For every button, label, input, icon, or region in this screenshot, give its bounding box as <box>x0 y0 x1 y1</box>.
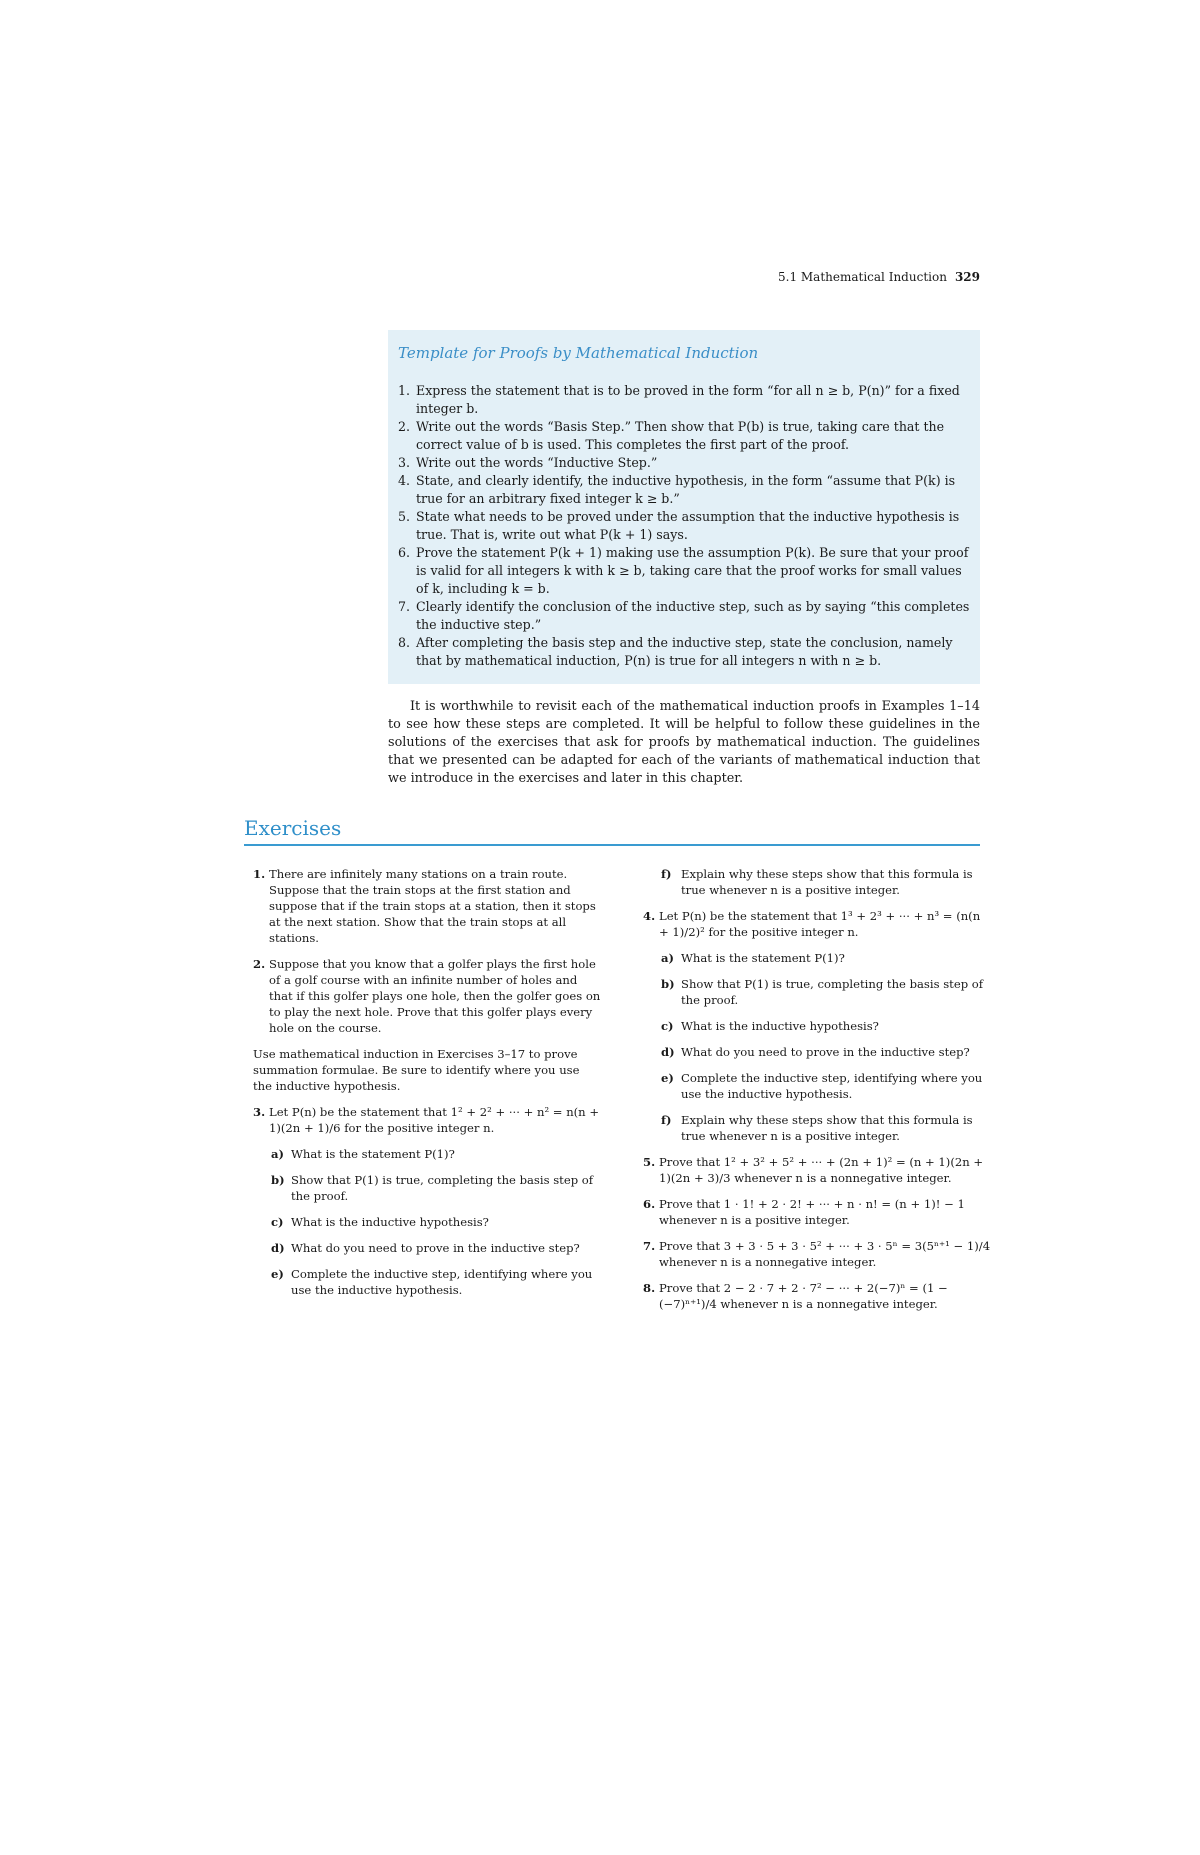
step-text: Express the statement that is to be proved in the form “for all n ≥ b, P(n)” for a fixed integer b. <box>416 383 960 416</box>
exercise-4 <box>643 908 991 940</box>
section-title: 5.1 Mathematical Induction <box>778 270 947 284</box>
part-label: f) <box>661 1113 672 1127</box>
template-title: Template for Proofs by Mathematical Induction <box>398 344 759 362</box>
exercise-number: 1. <box>253 867 266 881</box>
part-label: f) <box>661 867 672 881</box>
part-label: e) <box>271 1267 284 1281</box>
step-number: 7. <box>398 599 411 614</box>
exercises-note: Use mathematical induction in Exercises 3–17 to prove summation formulae. Be sure to identify where you use the inductive hypothesis. <box>253 1047 580 1093</box>
part-text: Show that P(1) is true, completing the basis step of the proof. <box>681 977 984 1007</box>
exercises-right-column <box>643 866 991 1322</box>
template-step <box>398 544 970 598</box>
part-text: What is the inductive hypothesis? <box>291 1215 489 1229</box>
part-text: Explain why these steps show that this formula is true whenever n is a positive integer. <box>681 867 973 897</box>
exercise-4-part-c <box>661 1018 991 1034</box>
exercise-number: 3. <box>253 1105 266 1119</box>
exercise-3-part-d <box>271 1240 601 1256</box>
exercise-3-part-e <box>271 1266 601 1298</box>
template-step <box>398 634 970 670</box>
part-text: Complete the inductive step, identifying where you use the inductive hypothesis. <box>681 1071 983 1101</box>
exercise-text: Prove that 1² + 3² + 5² + ··· + (2n + 1)² = (n + 1)(2n + 1)(2n + 3)/3 whenever n is a nonnegative integer. <box>659 1155 984 1185</box>
exercise-text: Prove that 3 + 3 · 5 + 3 · 5² + ··· + 3 · 5ⁿ = 3(5ⁿ⁺¹ − 1)/4 whenever n is a nonnegative integer. <box>659 1239 991 1269</box>
exercise-number: 6. <box>643 1197 656 1211</box>
part-text: What is the statement P(1)? <box>681 951 845 965</box>
part-label: a) <box>271 1147 284 1161</box>
exercise-text: There are infinitely many stations on a train route. Suppose that the train stops at the first station and suppose that if the train stops at a station, then it stops at the next station. Show that the train stops at all stations. <box>269 867 596 945</box>
step-text: Clearly identify the conclusion of the inductive step, such as by saying “this completes the inductive step.” <box>416 599 970 632</box>
step-number: 6. <box>398 545 411 560</box>
step-number: 1. <box>398 383 411 398</box>
exercise-number: 4. <box>643 909 656 923</box>
part-label: c) <box>271 1215 284 1229</box>
exercise-text: Prove that 2 − 2 · 7 + 2 · 7² − ··· + 2(−7)ⁿ = (1 − (−7)ⁿ⁺¹)/4 whenever n is a nonnegative integer. <box>659 1281 948 1311</box>
template-step <box>398 418 970 454</box>
step-number: 4. <box>398 473 411 488</box>
part-text: Explain why these steps show that this formula is true whenever n is a positive integer. <box>681 1113 973 1143</box>
exercise-4-part-e <box>661 1070 991 1102</box>
part-label: b) <box>271 1173 285 1187</box>
exercise-4-part-d <box>661 1044 991 1060</box>
step-text: Write out the words “Inductive Step.” <box>416 455 658 470</box>
exercise-8 <box>643 1280 991 1312</box>
step-text: State, and clearly identify, the inductive hypothesis, in the form “assume that P(k) is true for an arbitrary fixed integer k ≥ b.” <box>416 473 956 506</box>
exercise-7 <box>643 1238 991 1270</box>
intro-paragraph: It is worthwhile to revisit each of the mathematical induction proofs in Examples 1–14 to see how these steps are completed. It will be helpful to follow these guidelines in the solutions of the exercises that ask for proofs by mathematical induction. The guidelines that we presented can be adapted for each of the variants of mathematical induction that we introduce in the exercises and later in this chapter. <box>388 699 980 786</box>
part-text: What do you need to prove in the inductive step? <box>681 1045 970 1059</box>
part-label: b) <box>661 977 675 991</box>
part-label: d) <box>661 1045 675 1059</box>
exercise-3 <box>253 1104 601 1136</box>
step-number: 8. <box>398 635 411 650</box>
part-text: What do you need to prove in the inductive step? <box>291 1241 580 1255</box>
exercises-left-column <box>253 866 601 1308</box>
exercise-4-part-f <box>661 1112 991 1144</box>
step-text: Prove the statement P(k + 1) making use the assumption P(k). Be sure that your proof is valid for all integers k with k ≥ b, taking care that the proof works for small values of k, including k = b. <box>416 545 969 596</box>
exercise-number: 5. <box>643 1155 656 1169</box>
exercise-3-part-a <box>271 1146 601 1162</box>
exercises-heading <box>244 816 980 846</box>
exercise-number: 2. <box>253 957 266 971</box>
exercise-5 <box>643 1154 991 1186</box>
template-box <box>388 330 980 684</box>
exercise-6 <box>643 1196 991 1228</box>
exercise-3-part-b <box>271 1172 601 1204</box>
exercise-4-part-a <box>661 950 991 966</box>
part-text: Show that P(1) is true, completing the basis step of the proof. <box>291 1173 594 1203</box>
exercise-number: 7. <box>643 1239 656 1253</box>
step-number: 5. <box>398 509 411 524</box>
exercise-number: 8. <box>643 1281 656 1295</box>
template-step <box>398 598 970 634</box>
step-number: 3. <box>398 455 411 470</box>
template-step <box>398 508 970 544</box>
exercise-text: Let P(n) be the statement that 1³ + 2³ + ··· + n³ = (n(n + 1)/2)² for the positive integer n. <box>659 909 981 939</box>
step-text: Write out the words “Basis Step.” Then show that P(b) is true, taking care that the correct value of b is used. This completes the first part of the proof. <box>416 419 945 452</box>
part-label: a) <box>661 951 674 965</box>
template-step <box>398 382 970 418</box>
exercise-4-part-b <box>661 976 991 1008</box>
page-number: 329 <box>954 270 980 284</box>
part-text: What is the inductive hypothesis? <box>681 1019 879 1033</box>
exercise-text: Suppose that you know that a golfer plays the first hole of a golf course with an infinite number of holes and that if this golfer plays one hole, then the golfer goes on to play the next hole. Prove that this golfer plays every hole on the course. <box>269 957 601 1035</box>
exercise-1 <box>253 866 601 946</box>
step-text: After completing the basis step and the inductive step, state the conclusion, namely that by mathematical induction, P(n) is true for all integers n with n ≥ b. <box>416 635 953 668</box>
part-label: c) <box>661 1019 674 1033</box>
template-step <box>398 472 970 508</box>
template-steps <box>398 382 970 670</box>
part-text: Complete the inductive step, identifying where you use the inductive hypothesis. <box>291 1267 593 1297</box>
exercise-2 <box>253 956 601 1036</box>
part-label: e) <box>661 1071 674 1085</box>
template-step <box>398 454 970 472</box>
step-number: 2. <box>398 419 411 434</box>
step-text: State what needs to be proved under the assumption that the inductive hypothesis is true. That is, write out what P(k + 1) says. <box>416 509 960 542</box>
exercises-title: Exercises <box>244 816 342 840</box>
part-text: What is the statement P(1)? <box>291 1147 455 1161</box>
exercise-text: Let P(n) be the statement that 1² + 2² + ··· + n² = n(n + 1)(2n + 1)/6 for the positive integer n. <box>269 1105 600 1135</box>
part-label: d) <box>271 1241 285 1255</box>
exercise-text: Prove that 1 · 1! + 2 · 2! + ··· + n · n! = (n + 1)! − 1 whenever n is a positive integer. <box>659 1197 965 1227</box>
exercise-3-part-f <box>661 866 991 898</box>
running-head <box>760 270 980 290</box>
exercise-3-part-c <box>271 1214 601 1230</box>
